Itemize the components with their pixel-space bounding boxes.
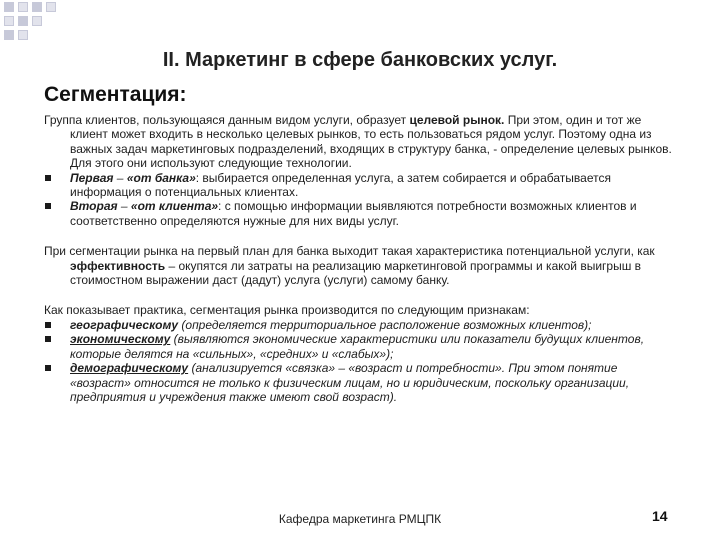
square-bullet-icon bbox=[45, 322, 51, 328]
square-bullet-icon bbox=[45, 175, 51, 181]
approach-item-first bbox=[44, 171, 680, 200]
criteria-name: географическому bbox=[70, 317, 179, 332]
criteria-desc: (определяется территориальное расположение возможных клиентов); bbox=[178, 317, 592, 332]
efficiency-term: эффективность bbox=[70, 258, 166, 273]
page-number: 14 bbox=[652, 508, 668, 524]
criteria-desc: (анализируется «связка» – «возраст и потребности». При этом понятие «возраст» относится не только к физическим лицам, но и юридическим, поскольку организации, предприятия и учреждения также имеют свой возраст). bbox=[70, 361, 630, 404]
approach-item-second bbox=[44, 199, 680, 228]
square-bullet-icon bbox=[45, 336, 51, 342]
intro-paragraph bbox=[44, 113, 680, 171]
criteria-lead: Как показывает практика, сегментация рынка производится по следующим признакам: bbox=[44, 303, 530, 318]
criteria-name: экономическому bbox=[70, 332, 171, 347]
efficiency-text-1: При сегментации рынка на первый план для банка выходит такая характеристика потенциальной услуги, как bbox=[44, 244, 655, 259]
slide-title: II. Маркетинг в сфере банковских услуг. bbox=[162, 49, 558, 71]
intro-target-market: целевой рынок. bbox=[409, 113, 505, 127]
criteria-item-geographic bbox=[44, 318, 680, 332]
footer-department: Кафедра маркетинга РМЦПК bbox=[278, 512, 442, 526]
approach-quote: «от клиента» bbox=[130, 199, 219, 214]
approach-name: Первая bbox=[70, 170, 114, 185]
decorative-squares bbox=[0, 0, 60, 44]
square-bullet-icon bbox=[45, 203, 51, 209]
approach-name: Вторая bbox=[70, 199, 118, 214]
criteria-name: демографическому bbox=[70, 361, 189, 376]
square-bullet-icon bbox=[45, 365, 51, 371]
approach-desc: : с помощью информации выявляются потребности возможных клиентов и соответственно определяются нужные для них виды услуг. bbox=[70, 199, 637, 228]
intro-text-1: Группа клиентов, пользующаяся данным видом услуги, образует bbox=[44, 113, 410, 127]
approach-quote: «от банка» bbox=[126, 170, 196, 185]
intro-text-2: При этом, один и тот же клиент может входить в несколько целевых рынков, то есть пользоваться рядом услуг. Поэтому одна из важных задач маркетинговых подразделений, входящих в структуру банка, - определение целевых рынков. Для этого они используют следующие технологии. bbox=[70, 113, 672, 171]
criteria-item-demographic bbox=[44, 361, 680, 404]
efficiency-text-2: – окупятся ли затраты на реализацию маркетинговой программы и какой выигрыш в стоимостном выражении даст (дадут) услуга (услуги) самому банку. bbox=[70, 258, 642, 288]
slide-body bbox=[44, 113, 680, 404]
criteria-item-economic bbox=[44, 332, 680, 361]
criteria-desc: (выявляются экономические характеристики или показатели будущих клиентов, которые делятся на «сильных», «средних» и «слабых»); bbox=[70, 332, 645, 361]
efficiency-paragraph bbox=[44, 244, 680, 287]
slide-subtitle: Сегментация: bbox=[44, 83, 187, 106]
approach-desc: : выбирается определенная услуга, а затем собирается и обрабатывается информация о потенциальных клиентах. bbox=[70, 170, 611, 200]
approach-dash: – bbox=[117, 199, 131, 214]
approach-dash: – bbox=[113, 170, 127, 185]
